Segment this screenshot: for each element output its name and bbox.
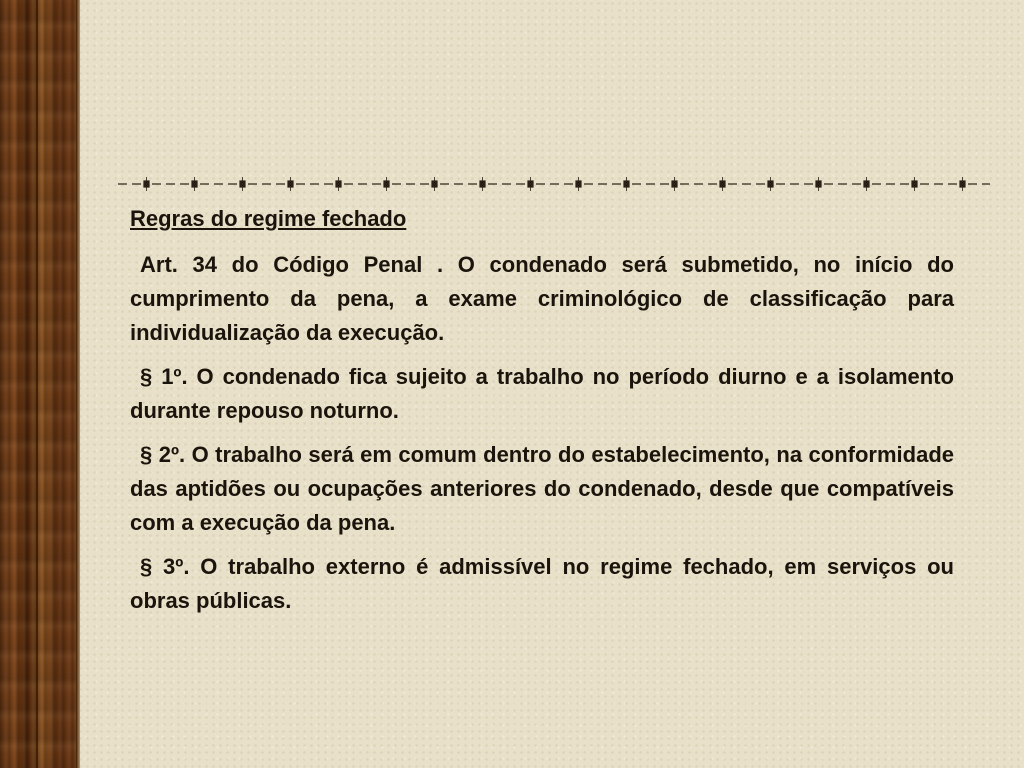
paragraph-paragrafo-1: § 1º. O condenado fica sujeito a trabalho no período diurno e a isolamento durante repouso noturno. [130, 364, 954, 423]
paragraph-art-34: Art. 34 do Código Penal . O condenado será submetido, no início do cumprimento da pena, a exame criminológico de classificação para individualização da execução. [130, 252, 954, 345]
wood-border-edge [76, 0, 80, 768]
slide-content [130, 204, 954, 628]
paragraph-paragrafo-3: § 3º. O trabalho externo é admissível no regime fechado, em serviços ou obras públicas. [130, 554, 954, 613]
wood-border-strip [0, 0, 76, 768]
decorative-dashed-divider [118, 176, 990, 192]
paragraph-paragrafo-2: § 2º. O trabalho será em comum dentro do estabelecimento, na conformidade das aptidões ou ocupações anteriores do condenado, desde que compatíveis com a execução da pena. [130, 442, 954, 535]
slide-heading: Regras do regime fechado [130, 206, 407, 231]
